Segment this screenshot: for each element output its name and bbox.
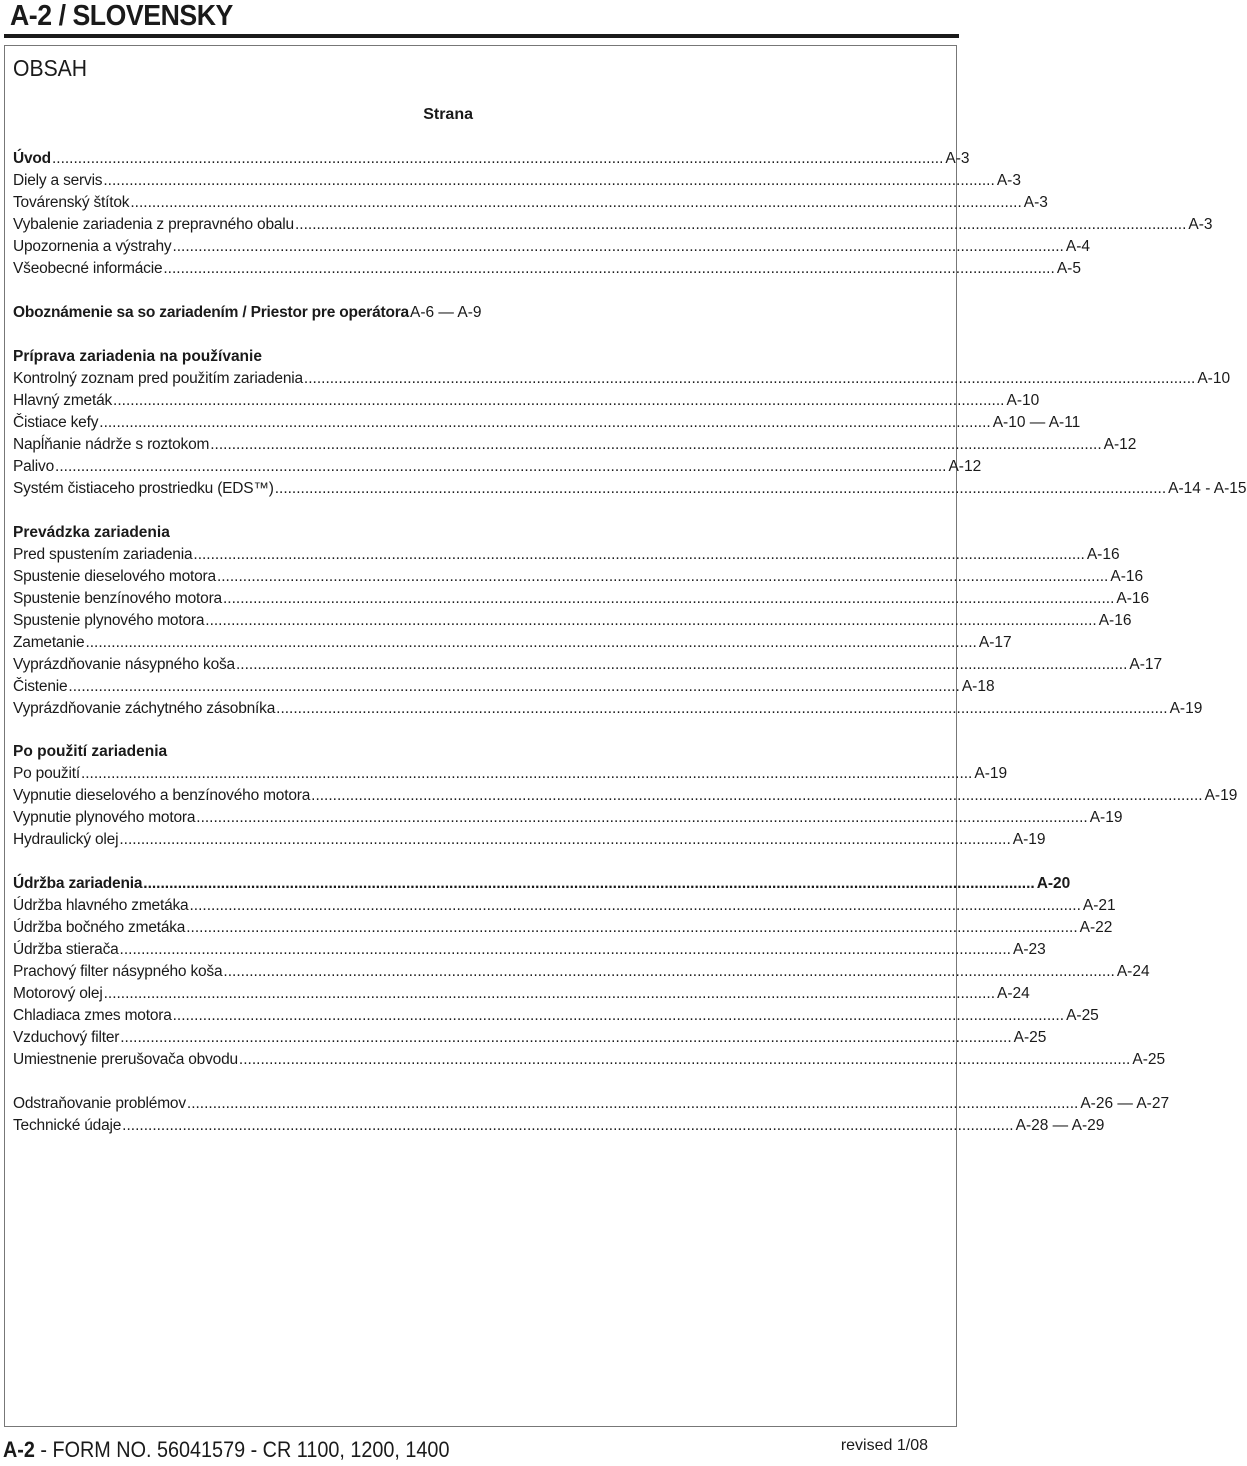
toc-entry[interactable]	[13, 785, 1238, 807]
toc-entry-page: A-16	[1086, 546, 1120, 563]
toc-entry[interactable]	[13, 676, 995, 698]
toc-entry-label: Diely a servis	[13, 172, 103, 189]
toc-entry-label: Systém čistiaceho prostriedku (EDS™)	[13, 480, 274, 497]
leader-dots	[196, 807, 1087, 829]
toc-entry-label: Pred spustením zariadenia	[13, 546, 193, 563]
leader-dots	[120, 1027, 1011, 1049]
toc-entry-label: Chladiaca zmes motora	[13, 1007, 172, 1024]
toc-entry[interactable]	[13, 632, 1012, 654]
leader-dots	[223, 961, 1114, 983]
toc-entry-page: A-16	[1098, 612, 1132, 629]
toc-entry-page: A-12	[948, 458, 982, 475]
toc-entry-label: Čistenie	[13, 678, 68, 695]
toc-entry-page: A-17	[1129, 656, 1163, 673]
toc-entry-page: A-22	[1079, 919, 1113, 936]
leader-dots	[81, 763, 972, 785]
toc-entry-label: Údržba bočného zmetáka	[13, 919, 186, 936]
leader-dots	[210, 434, 1101, 456]
leader-dots	[186, 917, 1077, 939]
leader-dots	[120, 939, 1011, 961]
toc-entry-page: A-3	[945, 150, 970, 167]
toc-entry-label: Umiestnenie prerušovača obvodu	[13, 1051, 238, 1068]
page-column-label: Strana	[423, 106, 473, 123]
leader-dots	[113, 390, 1004, 412]
leader-dots	[68, 676, 959, 698]
toc-entry-page: A-28 — A-29	[1015, 1117, 1105, 1134]
toc-entry-label: Oboznámenie sa so zariadením / Priestor pre operátora	[13, 304, 409, 321]
toc-entry-page: A-10 — A-11	[992, 414, 1081, 431]
page-title: A-2 / SLOVENSKY	[10, 0, 233, 32]
toc-entry-label: Továrenský štítok	[13, 194, 130, 211]
toc-entry-page: A-10	[1006, 392, 1040, 409]
toc-entry-label: Spustenie benzínového motora	[13, 590, 222, 607]
toc-entry-label: Údržba stierača	[13, 941, 119, 958]
toc-entry-label: Čistiace kefy	[13, 414, 99, 431]
page-header	[0, 0, 960, 40]
toc-entry[interactable]	[13, 258, 1081, 280]
toc-entry-label: Technické údaje	[13, 1117, 122, 1134]
toc-entry-page: A-12	[1103, 436, 1137, 453]
toc-entry-label: Napĺňanie nádrže s roztokom	[13, 436, 210, 453]
toc-entry-label: Úvod	[13, 150, 51, 167]
leader-dots	[104, 983, 995, 1005]
leader-dots	[52, 148, 943, 170]
toc-entry-page: A-4	[1065, 238, 1090, 255]
leader-dots	[189, 895, 1080, 917]
leader-dots	[223, 588, 1114, 610]
toc-entry[interactable]	[13, 544, 1120, 566]
leader-dots	[163, 258, 1054, 280]
toc-entry-label: Hydraulický olej	[13, 831, 119, 848]
toc-entry-page: A-10	[1197, 370, 1231, 387]
toc-entry-label: Spustenie dieselového motora	[13, 568, 216, 585]
toc-entry-page: A-3	[1188, 216, 1213, 233]
leader-dots	[276, 698, 1167, 720]
toc-entry[interactable]	[13, 1005, 1099, 1027]
leader-dots	[55, 456, 946, 478]
footer-form-text: - FORM NO. 56041579 - CR 1100, 1200, 1400	[34, 1437, 450, 1462]
toc-entry-page: A-21	[1082, 897, 1116, 914]
toc-entry[interactable]	[13, 478, 1247, 500]
toc-entry-label: Spustenie plynového motora	[13, 612, 205, 629]
toc-entry-label: Vzduchový filter	[13, 1029, 120, 1046]
leader-dots	[236, 654, 1127, 676]
toc-entry-page: A-19	[1204, 787, 1238, 804]
leader-dots	[187, 1093, 1078, 1115]
toc-entry[interactable]	[13, 412, 1081, 434]
toc-entry-page: A-6 — A-9	[409, 304, 482, 321]
toc-entry-page: A-19	[1169, 700, 1203, 717]
toc-entry[interactable]	[13, 983, 1030, 1005]
toc-entry-page: A-23	[1012, 941, 1046, 958]
toc-entry-page: A-25	[1066, 1007, 1099, 1024]
toc-entry-label: Vybalenie zariadenia z prepravného obalu	[13, 216, 294, 233]
toc-entry-page: A-25	[1013, 1029, 1047, 1046]
toc-entry-familiarization[interactable]	[13, 302, 482, 324]
leader-dots	[130, 192, 1021, 214]
toc-entry-label: Motorový olej	[13, 985, 103, 1002]
toc-entry-page: A-26 — A-27	[1080, 1095, 1170, 1112]
toc-entry-maintenance[interactable]	[13, 873, 1071, 895]
leader-dots	[173, 1005, 1064, 1027]
toc-entry-page: A-5	[1056, 260, 1081, 277]
toc-entry-label: Prachový filter násypného koša	[13, 963, 223, 980]
toc-entry-label: Vyprázdňovanie násypného koša	[13, 656, 235, 673]
toc-entry-label: Upozornenia a výstrahy	[13, 238, 172, 255]
toc-entry[interactable]	[13, 192, 1048, 214]
toc-entry[interactable]	[13, 1027, 1047, 1049]
toc-entry-page: A-19	[1012, 831, 1046, 848]
toc-entry-label: Vyprázdňovanie záchytného zásobníka	[13, 700, 276, 717]
toc-entry-label: Po použití	[13, 765, 80, 782]
toc-entry-label: Odstraňovanie problémov	[13, 1095, 186, 1112]
toc-entry-label: Vypnutie dieselového a benzínového motora	[13, 787, 311, 804]
toc-entry[interactable]	[13, 170, 1021, 192]
toc-entry[interactable]	[13, 566, 1144, 588]
section-heading-after-use: Po použití zariadenia	[13, 743, 168, 760]
toc-entry[interactable]	[13, 654, 1163, 676]
toc-entry[interactable]	[13, 456, 982, 478]
toc-entry[interactable]	[13, 698, 1203, 720]
toc-entry[interactable]	[13, 895, 1116, 917]
leader-dots	[143, 873, 1034, 895]
toc-entry[interactable]	[13, 961, 1150, 983]
section-heading-preparation: Príprava zariadenia na používanie	[13, 348, 262, 365]
toc-entry-label: Všeobecné informácie	[13, 260, 163, 277]
toc-entry-label: Vypnutie plynového motora	[13, 809, 196, 826]
toc-entry-specifications[interactable]	[13, 1115, 1105, 1137]
toc-entry[interactable]	[13, 214, 1213, 236]
toc-entry-page: A-17	[978, 634, 1012, 651]
toc-entry-label: Hlavný zmeták	[13, 392, 113, 409]
toc-entry[interactable]	[13, 588, 1150, 610]
leader-dots	[119, 829, 1010, 851]
toc-entry-label: Kontrolný zoznam pred použitím zariadenia	[13, 370, 303, 387]
toc-entry[interactable]	[13, 917, 1113, 939]
toc-entry-page: A-19	[974, 765, 1008, 782]
toc-entry-page: A-16	[1116, 590, 1150, 607]
header-rule	[4, 34, 959, 38]
toc-entry-label: Údržba zariadenia	[13, 875, 143, 892]
toc-title: OBSAH	[13, 55, 88, 81]
leader-dots	[99, 412, 990, 434]
toc-entry-page: A-3	[996, 172, 1021, 189]
toc-entry-uvod[interactable]	[13, 148, 970, 170]
toc-entry[interactable]	[13, 829, 1046, 851]
toc-entry-troubleshooting[interactable]	[13, 1093, 1170, 1115]
leader-dots	[295, 214, 1186, 236]
leader-dots	[193, 544, 1084, 566]
footer-page-ref: A-2	[3, 1437, 35, 1462]
leader-dots	[239, 1049, 1130, 1071]
leader-dots	[217, 566, 1108, 588]
toc-entry-page: A-24	[997, 985, 1030, 1002]
toc-entry[interactable]	[13, 807, 1123, 829]
leader-dots	[103, 170, 994, 192]
toc-entry[interactable]	[13, 610, 1132, 632]
toc-entry-page: A-3	[1023, 194, 1048, 211]
toc-entry-page: A-18	[961, 678, 995, 695]
toc-entry-page: A-25	[1132, 1051, 1166, 1068]
toc-entry-label: Zametanie	[13, 634, 85, 651]
leader-dots	[304, 368, 1195, 390]
leader-dots	[275, 478, 1166, 500]
toc-entry[interactable]	[13, 236, 1090, 258]
leader-dots	[205, 610, 1096, 632]
leader-dots	[122, 1115, 1013, 1137]
toc-entry-label: Palivo	[13, 458, 55, 475]
toc-entry[interactable]	[13, 763, 1008, 785]
leader-dots	[172, 236, 1063, 258]
toc-entry[interactable]	[13, 939, 1046, 961]
toc-entry-page: A-16	[1110, 568, 1144, 585]
toc-entry[interactable]	[13, 434, 1137, 456]
toc-entry-page: A-19	[1089, 809, 1123, 826]
leader-dots	[311, 785, 1202, 807]
toc-entry-page: A-20	[1036, 875, 1071, 892]
footer-form-number	[3, 1437, 449, 1463]
toc-entry[interactable]	[13, 1049, 1166, 1071]
section-heading-operation: Prevádzka zariadenia	[13, 524, 170, 541]
toc-entry-page: A-24	[1116, 963, 1150, 980]
toc-entry[interactable]	[13, 368, 1231, 390]
toc-entry-label: Údržba hlavného zmetáka	[13, 897, 189, 914]
toc-entry[interactable]	[13, 390, 1040, 412]
footer-revision: revised 1/08	[840, 1437, 928, 1454]
toc-entry-page: A-14 - A-15	[1168, 480, 1247, 497]
leader-dots	[85, 632, 976, 654]
